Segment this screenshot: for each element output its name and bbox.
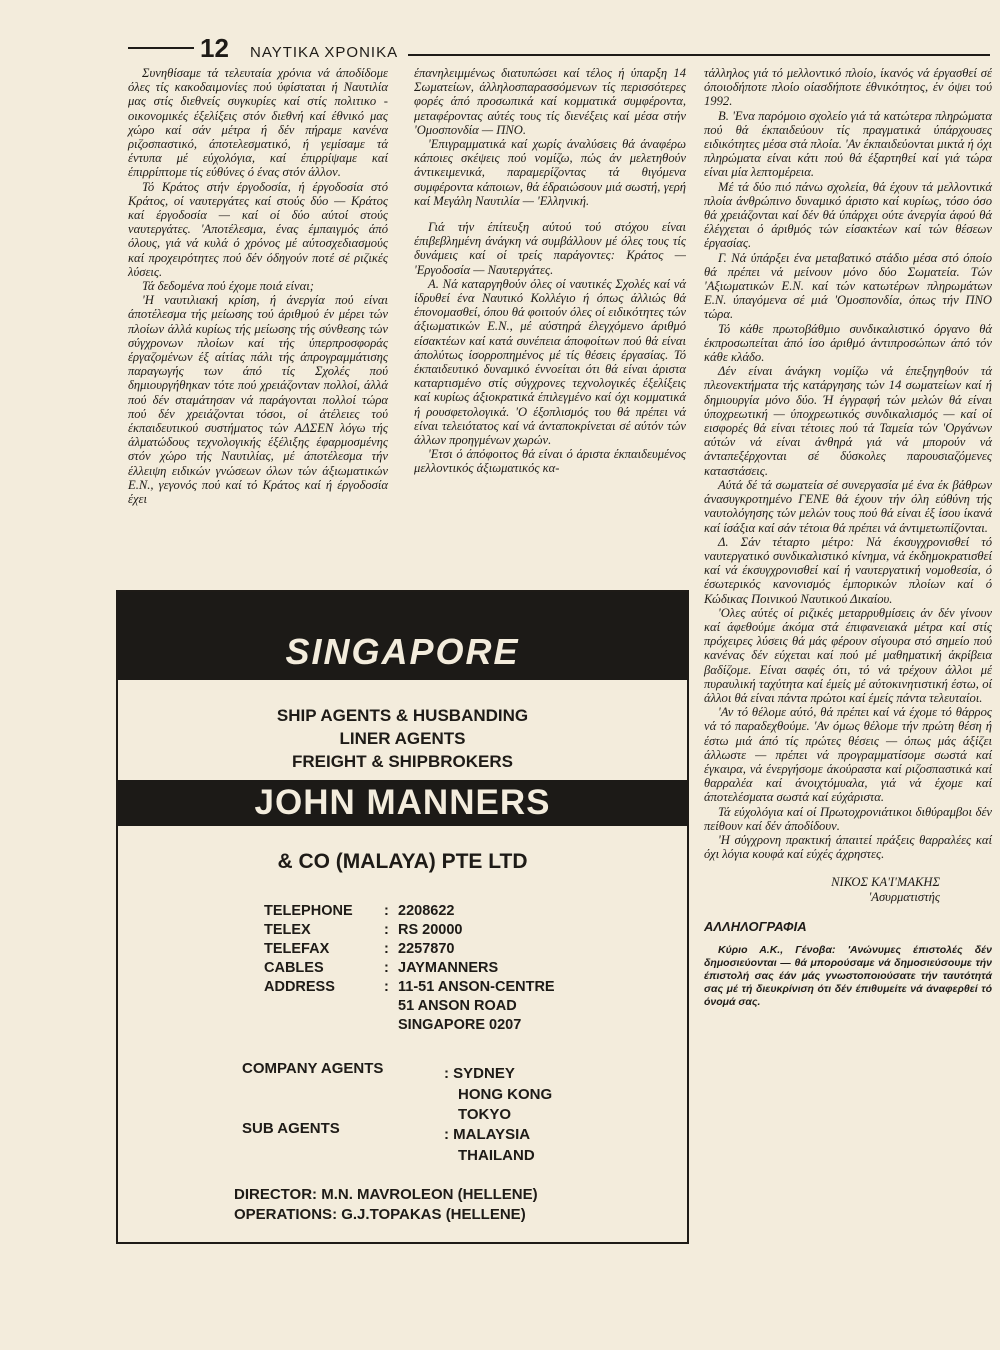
contact-value: RS 20000 [398, 922, 463, 938]
contact-row [118, 959, 687, 979]
paragraph: 'Επιγραμματικά καί χωρίς άναλύσεις θά άναφέρω κάποιες σκέψεις πού νομίζω, πώς άν μελετηθούν άντικειμενικά, παραμερίζοντας τά θιγόμενα συμφέροντα κάποιων, θά έδραιώσουν μιά σωστή, γερή καί Μεγάλη Ναυτιλία — 'Ελληνική. [414, 137, 686, 208]
contact-value: 11-51 ANSON-CENTRE [398, 979, 555, 995]
article-column-2 [414, 66, 686, 476]
contact-colon: : [384, 903, 389, 919]
author-name: ΝΙΚΟΣ ΚΑ'Ι'ΜΑΚΗΣ [831, 875, 940, 890]
header-rule-left [128, 47, 194, 49]
contact-colon: : [384, 979, 389, 995]
section-title: ΑΛΛΗΛΟΓΡΑΦΙΑ [704, 918, 807, 934]
letter-reply: Κύριο Α.Κ., Γένοβα: 'Ανώνυμες έπιστολές δέν δημοσιεύονται — θά μπορούσαμε νά δημοσιεύσουμε τήν έπιστολή σας έάν μάς γνωστοποιούσατε τήν ταυτότητά σας μέ τή διευκρίνιση ότι δέν έπιθυμείτε νά άναφερθεί τό όνομά σας. [704, 943, 992, 1008]
address-row [118, 1016, 687, 1036]
ad-city: SINGAPORE [285, 631, 520, 672]
paragraph: Συνηθίσαμε τά τελευταία χρόνια νά άποδίδομε όλες τίς κακοδαιμονίες πού ύφίσταται ή Ναυτιλία μας στίς διεθνείς συγκυρίες καί στίς πολιτικο - οικονομικές έξελίξεις στόν διεθνή καί έθνικό μας χώρο καί σάν μέτρα ή δέν πήραμε κανένα ριζοσπαστικό, άποτελεσματικό, ή γεμίσαμε τά έντυπα μέ εύχολόγια, καί έπιρρίψαμε καί έπιρρίπτομε τίς εύθύνες ό ένας στόν άλλον. [128, 66, 388, 180]
paragraph: 'Αν τό θέλομε αύτό, θά πρέπει καί νά έχομε τό θάρρος νά τό παραδεχθούμε. 'Αν όμως θέλομε τήν πρώτη θέση ή έστω μιά άπό τίς πρώτες θέσεις — όπως μάς άξίζει άλλωστε — πρέπει νά προγραμματίσομε σωστά καί έγκαιρα, νά ένεργήσομε άκούραστα καί ριζοσπαστικά καί θαρραλέα καί άνοιχτόμυαλα, γιά νά έχομε καί άποτελέσματα σωστά καί εύχάριστα. [704, 705, 992, 805]
address-row [118, 997, 687, 1017]
ad-company-banner [118, 780, 687, 826]
paragraph: Α. Νά καταργηθούν όλες οί ναυτικές Σχολές καί νά ίδρυθεί ένα Ναυτικό Κολλέγιο ή όπως άλλιώς θά έπονομασθεί, όπου θά φοιτούν όλες οί ειδικότητες τών άξιωματικών Ε.Ν., μέ αύστηρά έλεγχόμενο άριθμό είσακτέων καί κατά συνέπεια άποφοίτων πού θά είναι άπολύτως ίσορροπημένος μέ τίς θέσεις έργασίας. Τό έκπαιδευτικό δυναμικό έννοείται ότι θά είναι άριστα καταρτισμένο στίς σύγχρονες τεχνολογικές έξελίξεις καί κυρίως άξιοκρατικά έπιλεγμένο καί όχι κομματικά ή ρουσφετολογικά. 'Ο έξοπλισμός του θά πρέπει νά είναι τελειότατος καί νά άνταποκρίνεται σέ αύτόν τών άλλων προηγμένων χωρών. [414, 276, 686, 448]
paragraph: 'Ετσι ό άπόφοιτος θά είναι ό άριστα έκπαιδευμένος μελλοντικός άξιωματικός κα- [414, 447, 686, 476]
contact-row [118, 978, 687, 998]
paragraph: έπανηλειμμένως διατυπώσει καί τέλος ή ύπαρξη 14 Σωματείων, άλληλοσπαρασσόμενων τίς περισσότερες φορές άπό προσωπικά καί κομματικά συμφέροντα, μεταφέροντας αύτές τους τίς διενέξεις καί μέσα στήν 'Ομοσπονδία — ΠΝΟ. [414, 66, 686, 137]
address-line: SINGAPORE 0207 [398, 1017, 522, 1033]
address-line: 51 ANSON ROAD [398, 998, 517, 1014]
contact-label: ADDRESS [264, 979, 335, 995]
paragraph: 'Η σύγχρονη πρακτική άπαιτεί πράξεις θαρραλέες καί όχι λόγια κουφά καί εύχές άχρηστες. [704, 832, 992, 862]
paragraph: τάλληλος γιά τό μελλοντικό πλοίο, ίκανός νά έργασθεί σέ όποιοδήποτε πλοίο οίασδήποτε έθνικότητος, έν όψει τού 1992. [704, 66, 992, 109]
paragraph: Δέν είναι άνάγκη νομίζω νά έπεξηγηθούν τά πλεονεκτήματα τής κατάργησης τών 14 σωματείων καί ή δημιουργία μόνο δύο. Ή έγγραφή τών μελών θά είναι ύποχρεωτική — ύποχρεωτικός συνδικαλισμός — καί οί εισφορές θά είναι τέτοιες πού τά Ταμεία τών 'Οργάνων αύτών νά είναι άνθηρά γιά νά μπορούν νά άνταπεξέρχονται σέ δύσκολες παρουσιαζόμενες καταστάσεις. [704, 364, 992, 478]
contact-colon: : [384, 922, 389, 938]
contact-row [118, 902, 687, 922]
contact-row [118, 940, 687, 960]
paragraph: Τά δεδομένα πού έχομε ποιά είναι; [142, 279, 314, 294]
ad-company-sub: & CO (MALAYA) PTE LTD [277, 850, 528, 873]
ad-services [118, 704, 687, 773]
ad-service: FREIGHT & SHIPBROKERS [291, 752, 514, 771]
paragraph: Γιά τήν έπίτευξη αύτού τού στόχου είναι έπιβεβλημένη άνάγκη νά συμβάλλουν μέ όλες τους τίς δυνάμεις καί οί τρείς παράγοντες: Κράτος — 'Εργοδοσία — Ναυτεργάτες. [414, 220, 686, 277]
page-number: 12 [200, 33, 229, 63]
agent-city: SYDNEY [453, 1065, 515, 1082]
company-agents-label: COMPANY AGENTS [242, 1060, 384, 1077]
sub-agents-label: SUB AGENTS [242, 1120, 340, 1137]
company-agents-list [444, 1064, 552, 1126]
paragraph: Β. 'Ενα παρόμοιο σχολείο γιά τά κατώτερα πληρώματα πού θά έκπαιδεύουν τίς πραγματικά ύπάρχουσες ειδικότητες μέσα στά πλοία. 'Αν έκπαιδεύονται μικτά ή όχι πληρώματα είναι κάτι πού θά έξαρτηθεί καί γιά τώρα είναι μία λεπτομέρεια. [704, 108, 992, 180]
contact-value: 2208622 [398, 903, 455, 919]
author-role: 'Ασυρματιστής [868, 889, 940, 904]
agent-country: MALAYSIA [453, 1126, 531, 1143]
ad-city-banner [118, 592, 687, 680]
paragraph: Αύτά δέ τά σωματεία σέ συνεργασία μέ ένα έκ βάθρων άνασυγκροτημένο ΓΕΝΕ θά έχουν τήν όλη εύθύνη τής ναυτολόγησης τών μελών τους πού θά είναι έξ ίσου ίκανά καί ίσάξια καί σάν τέτοια θά πρέπει νά άντιμετωπίζονται. [704, 477, 992, 535]
contact-label: TELEFAX [264, 941, 330, 957]
contact-colon: : [384, 941, 389, 957]
ad-director: DIRECTOR: M.N. MAVROLEON (HELLENE) [234, 1186, 538, 1203]
paragraph: Δ. Σάν τέταρτο μέτρο: Νά έκσυγχρονισθεί τό ναυτεργατικό συνδικαλιστικό κίνημα, νά έκδημοκρατισθεί καί νά έκσυγχρονισθεί καί ή ναυτεργατική νομοθεσία, ό έσωτερικός κανονισμός έμπορικών πλοίων καί ό Κώδικας Ποινικού Ναυτικού Δικαίου. [704, 534, 992, 606]
contact-label: TELEX [264, 922, 311, 938]
ad-company: JOHN MANNERS [254, 783, 551, 822]
article-column-3 [704, 66, 992, 1009]
agent-country: THAILAND [458, 1146, 535, 1164]
header-rule-right [408, 54, 990, 56]
contact-label: CABLES [264, 960, 324, 976]
contact-row [118, 921, 687, 941]
sub-agents-list [444, 1125, 535, 1166]
advertisement [116, 590, 689, 1244]
agent-city: TOKYO [458, 1106, 512, 1123]
contact-colon: : [384, 960, 389, 976]
agents-colon: : [444, 1126, 449, 1143]
paragraph: Τά εύχολόγια καί οί Πρωτοχρονιάτικοι διθύραμβοι δέν πείθουν καί δέν άποδίδουν. [704, 804, 992, 833]
paragraph: Μέ τά δύο πιό πάνω σχολεία, θά έχουν τά μελλοντικά πλοία άνθρώπινο δυναμικό άριστο καί κυρίως, τόσο όσο θά χρειάζονται καί δέν θά ύπάρχει ούτε άνεργία άφού θά έλέγχεται ό άριθμός τών είσακτέων καί τών θέσεων έργασίας. [704, 179, 992, 251]
ad-service: LINER AGENTS [339, 729, 466, 748]
contact-value: JAYMANNERS [398, 960, 499, 976]
paragraph: Τό Κράτος στήν έργοδοσία, ή έργοδοσία στό Κράτος, οί ναυτεργάτες καί στούς δύο — Κράτος καί έργοδοσία — καί οί δύο αύτοί στούς ναυτεργάτες. 'Αποτέλεσμα, ένας έμπαιγμός άπό όλους, γιά νά κυλά ό χρόνος μέ αύτοσχεδιασμούς καί προχειρότητες πού δέν όδηγούν ποτέ σέ ριζικές λύσεις. [128, 179, 388, 279]
agent-city: HONG KONG [458, 1085, 553, 1103]
magazine-title: ΝΑΥΤΙΚΑ ΧΡΟΝΙΚΑ [250, 44, 399, 61]
paragraph: 'Η ναυτιλιακή κρίση, ή άνεργία πού είναι άποτέλεσμα τής μείωσης τού άριθμού έν μέρει τών πλοίων άλλά κυρίως τής μείωσης τής σύνθεσης τών σύγχρονων πλοίων καί τής ύπερπροσφοράς έργαζομένων έξ αίτίας πάλι τής άπρογραμμάτισης παραγωγής των άπό τίς Σχολές πού δημιουργήθηκαν τότε πού χρειάζονταν πολλοί, άλλά πού δέν σταμάτησαν νά παράγονται πολλοί τώρα πού δέν χρειάζονται τόσοι, οί άτέλειες τού έκπαιδευτικού συστήματος τών ΑΔΣΕΝ λόγω τής άλματώδους τεχνολογικής έξέλιξης έφαρμοσμένης στόν χώρο τής Ναυτιλίας, μέ άποτέλεσμα τήν έλλειψη ειδικών γνώσεων όλων τών άξιωματικών Ε.Ν., γεγονός πού καί τό Κράτος καί ή έργοδοσία έχει [128, 293, 388, 507]
contact-label: TELEPHONE [264, 903, 353, 919]
ad-operations: OPERATIONS: G.J.TOPAKAS (HELLENE) [234, 1206, 526, 1223]
paragraph: Τό κάθε πρωτοβάθμιο συνδικαλιστικό όργανο θά έκπροσωπείται άπό ίσο άριθμό άντιπροσώπων άπό τόν κάθε κλάδο. [704, 321, 992, 365]
article-column-1 [128, 66, 388, 506]
agents-colon: : [444, 1065, 449, 1082]
paragraph: 'Ολες αύτές οί ριζικές μεταρρυθμίσεις άν δέν γίνουν καί άφεθούμε άκόμα στά έπιφανειακά μέτρα καί στίς πρόχειρες λύσεις θά μάς φέρουν σίγουρα στό σημείο πού κανένας δέν εύχεται καί πού μέ μαθηματική άκρίβεια βαδίζομε. Είναι σαφές ότι, τό νά τρέχουν άλλοι μέ πυραυλική ταχύτητα καί έμείς μέ αύτοκινητιστική έστω, οί άλλοι θά είναι πάντα πρώτοι καί έμείς πάντα τελευταίοι. [704, 605, 992, 705]
contact-value: 2257870 [398, 941, 455, 957]
ad-service: SHIP AGENTS & HUSBANDING [276, 706, 529, 725]
paragraph: Γ. Νά ύπάρξει ένα μεταβατικό στάδιο μέσα στό όποίο θά πρέπει νά μείνουν μόνο δύο Σωματεία. Τών 'Αξιωματικών Ε.Ν. καί τών κατωτέρων πληρωμάτων Ε.Ν. ύπαγόμενα σέ μιά 'Ομοσπονδία, όπως τήν ΠΝΟ τώρα. [704, 250, 992, 322]
